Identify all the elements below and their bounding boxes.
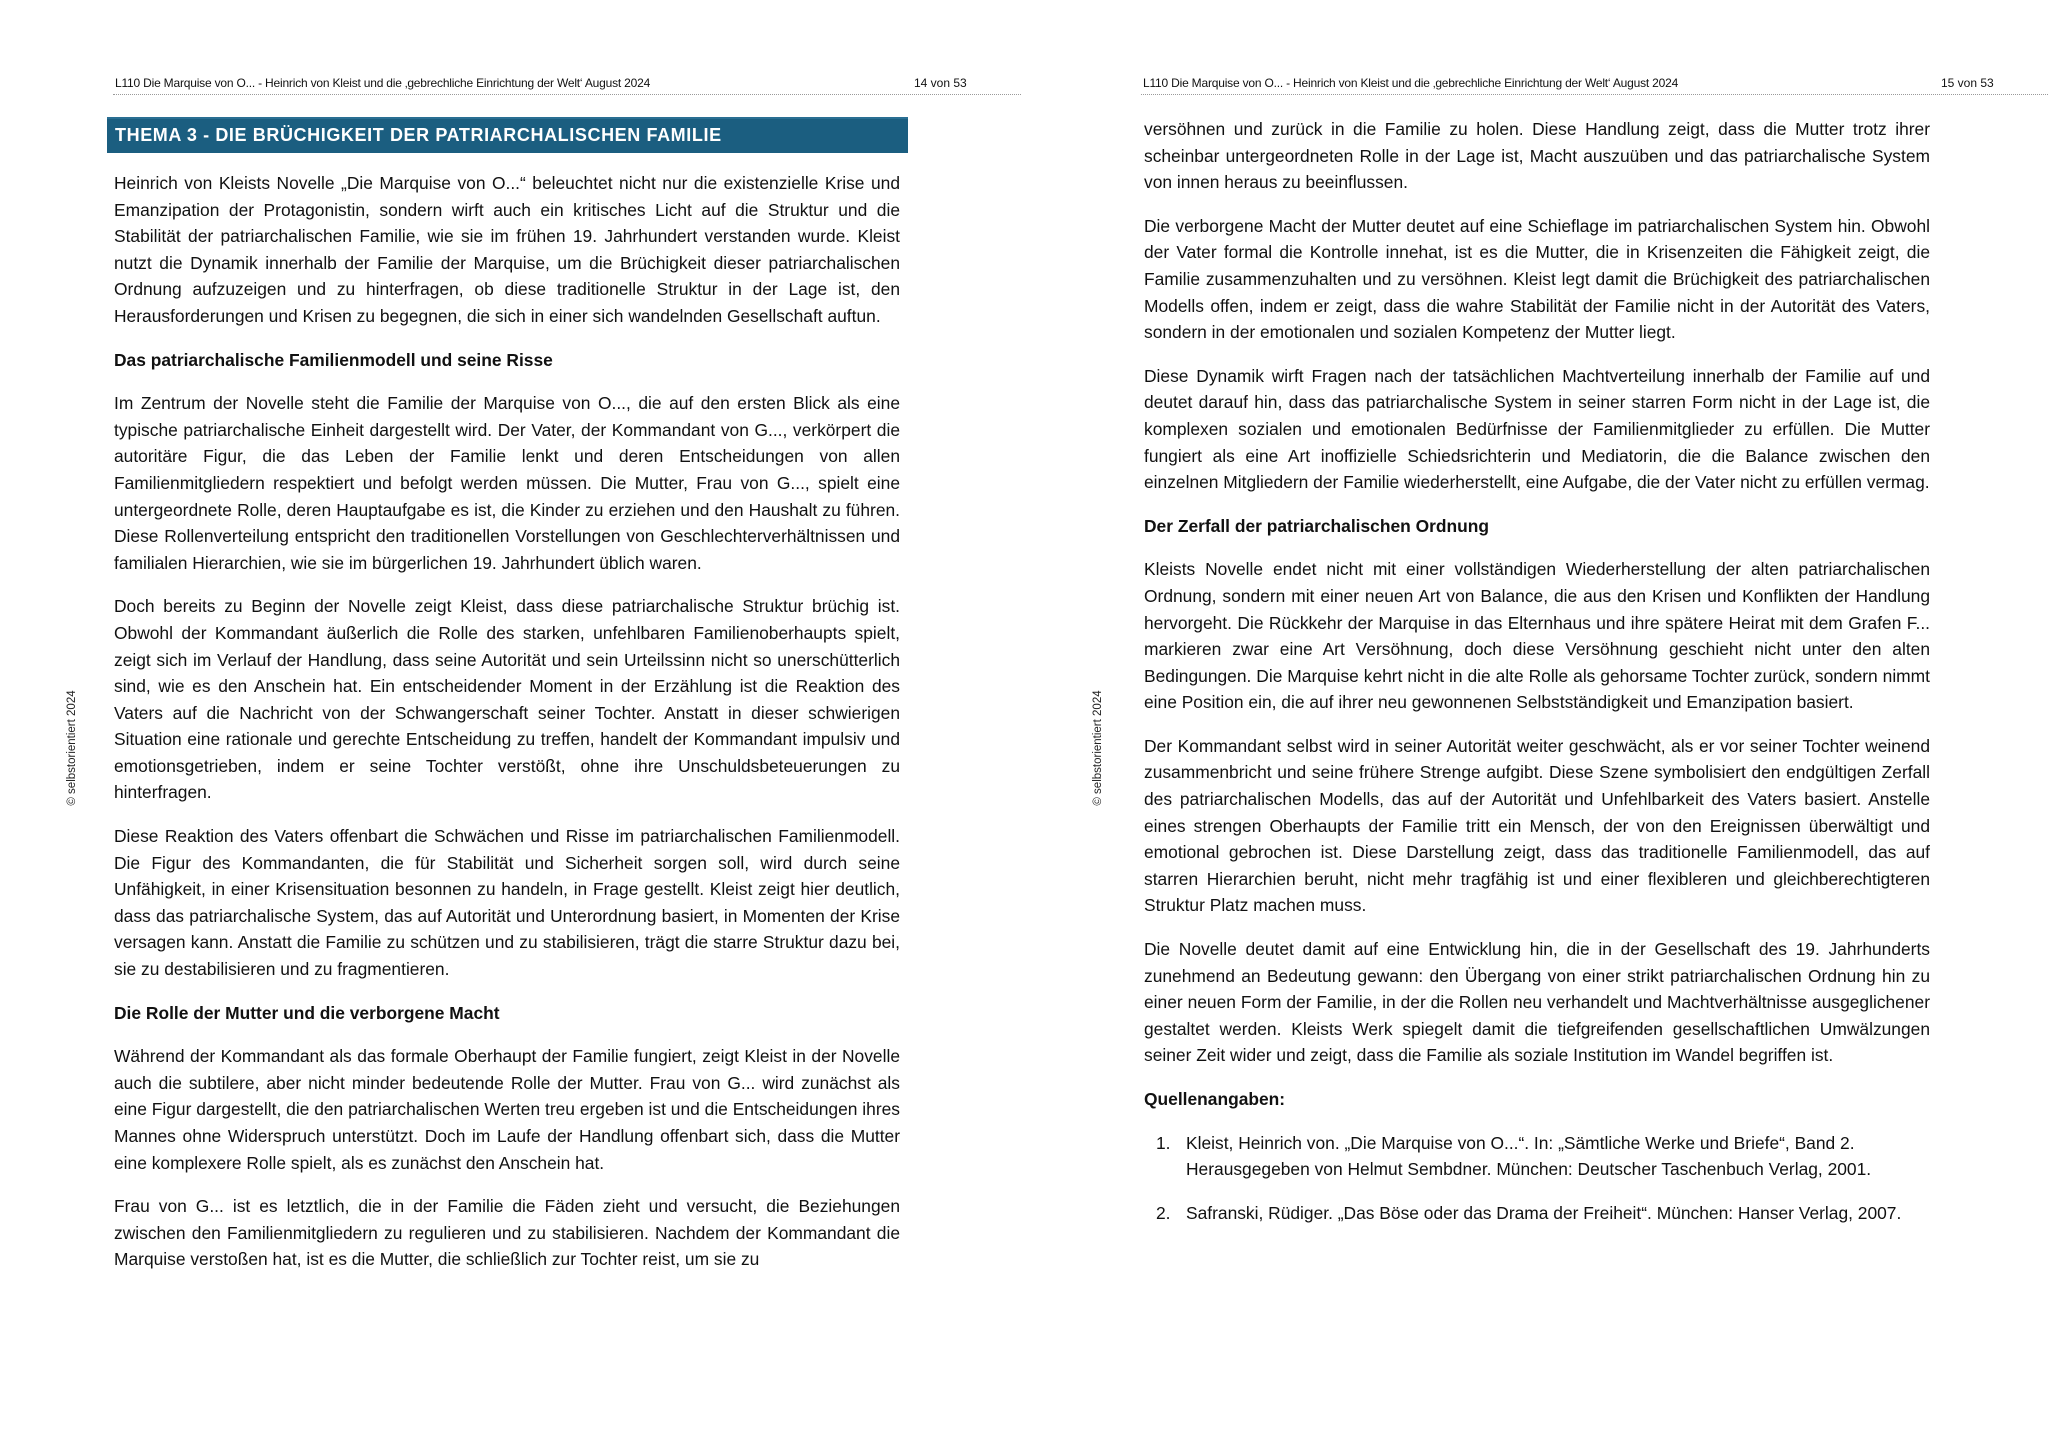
source-item <box>1144 1130 1930 1183</box>
paragraph: Die Novelle deutet damit auf eine Entwicklung hin, die in der Gesellschaft des 19. Jahrhunderts zunehmend an Bedeutung gewann: den Übergang von einer strikt patriarchalischen Ordnung hin zu einer neuen Form der Familie, in der die Rollen neu verhandelt und Machtverhältnisse ausgeglichener gestaltet werden. Kleists Werk spiegelt damit die tiefgreifenden gesellschaftlichen Umwälzungen seiner Zeit wider und zeigt, dass die Familie als soziale Institution im Wandel begriffen ist. <box>1144 939 1930 1066</box>
sources-heading: Quellenangaben: <box>1144 1089 1286 1109</box>
copyright-text: © selbstorientiert 2024 <box>1092 690 1104 806</box>
source-number: 1. <box>1156 1132 1171 1153</box>
running-header-title: L110 Die Marquise von O... - Heinrich von Kleist und die ‚gebrechliche Einrichtung der Welt‘ August 2024 <box>1143 76 1679 90</box>
page-15 <box>1024 0 2048 1448</box>
paragraph: Heinrich von Kleists Novelle „Die Marquise von O...“ beleuchtet nicht nur die existenzielle Krise und Emanzipation der Protagonistin, sondern wirft auch ein kritisches Licht auf die Struktur und die Stabilität der patriarchalischen Familie, wie sie im frühen 19. Jahrhundert verstanden wurde. Kleist nutzt die Dynamik innerhalb der Familie der Marquise, um die Brüchigkeit dieser patriarchalischen Ordnung aufzuzeigen und zu hinterfragen, ob diese traditionelle Struktur in der Lage ist, den Herausforderungen und Krisen zu begegnen, die sich in einer sich wandelnden Gesellschaft auftun. <box>114 173 900 326</box>
copyright-text: © selbstorientiert 2024 <box>66 690 78 806</box>
body-text <box>1144 116 1930 1243</box>
source-text: Safranski, Rüdiger. „Das Böse oder das Drama der Freiheit“. München: Hanser Verlag, 2007. <box>1186 1202 1902 1223</box>
paragraph: Doch bereits zu Beginn der Novelle zeigt Kleist, dass diese patriarchalische Struktur brüchig ist. Obwohl der Kommandant äußerlich die Rolle des starken, unfehlbaren Familienoberhaupts spielt, zeigt sich im Verlauf der Handlung, dass seine Autorität und sein Urteilssinn nicht so unerschütterlich sind, wie es den Anschein hat. Ein entscheidender Moment in der Erzählung ist die Reaktion des Vaters auf die Nachricht von der Schwangerschaft seiner Tochter. Anstatt in dieser schwierigen Situation eine rationale und gerechte Entscheidung zu treffen, handelt der Kommandant impulsiv und emotionsgetrieben, indem er seine Tochter verstößt, ohne ihre Unschuldsbeteuerungen zu hinterfragen. <box>114 596 900 803</box>
paragraph: Im Zentrum der Novelle steht die Familie der Marquise von O..., die auf den ersten Blick als eine typische patriarchalische Einheit dargestellt wird. Der Vater, der Kommandant von G..., verkörpert die autoritäre Figur, die das Leben der Familie lenkt und deren Entscheidungen von allen Familienmitgliedern respektiert und befolgt werden müssen. Die Mutter, Frau von G..., spielt eine untergeordnete Rolle, deren Hauptaufgabe es ist, die Kinder zu erziehen und den Haushalt zu führen. Diese Rollenverteilung entspricht den traditionellen Vorstellungen von Geschlechterverhältnissen und familialen Hierarchien, wie sie im bürgerlichen 19. Jahrhundert üblich waren. <box>114 393 900 573</box>
copyright-sidebar <box>65 678 79 818</box>
paragraph: Der Kommandant selbst wird in seiner Autorität weiter geschwächt, als er vor seiner Tochter weinend zusammenbricht und seine frühere Strenge aufgibt. Diese Szene symbolisiert den endgültigen Zerfall des patriarchalischen Modells, das auf der Autorität und Unfehlbarkeit des Vaters basiert. Anstelle eines strengen Oberhaupts der Familie tritt ein Mensch, der von den Ereignissen überwältigt und emotional gebrochen ist. Diese Darstellung zeigt, dass das traditionelle Familienmodell, das auf starren Hierarchien beruht, nicht mehr tragfähig ist und einer flexibleren und gleichberechtigteren Struktur Platz machen muss. <box>1144 735 1930 916</box>
subheading: Die Rolle der Mutter und die verborgene Macht <box>114 1002 500 1023</box>
paragraph: Frau von G... ist es letztlich, die in der Familie die Fäden zieht und versucht, die Beziehungen zwischen den Familienmitgliedern zu regulieren und zu stabilisieren. Nachdem der Kommandant die Marquise verstoßen hat, ist es die Mutter, die schließlich zur Tochter reist, um sie zu <box>114 1196 900 1270</box>
paragraph: Diese Reaktion des Vaters offenbart die Schwächen und Risse im patriarchalischen Familienmodell. Die Figur des Kommandanten, die für Stabilität und Sicherheit sorgen soll, wird durch seine Unfähigkeit, in einer Krisensituation besonnen zu handeln, in Frage gestellt. Kleist zeigt hier deutlich, dass das patriarchalische System, das auf Autorität und Unterordnung basiert, in Momenten der Krise versagen kann. Anstatt die Familie zu schützen und zu stabilisieren, trägt die starre Struktur dazu bei, sie zu destabilisieren und zu fragmentieren. <box>114 826 900 980</box>
running-header <box>1141 74 2048 95</box>
paragraph: Die verborgene Macht der Mutter deutet auf eine Schieflage im patriarchalischen System hin. Obwohl der Vater formal die Kontrolle innehat, ist es die Mutter, die in Krisenzeiten die Fähigkeit zeigt, die Familie zusammenzuhalten und zu versöhnen. Kleist legt damit die Brüchigkeit des patriarchalischen Modells offen, indem er zeigt, dass die wahre Stabilität der Familie nicht in der Autorität des Vaters, sondern in der emotionalen und sozialen Kompetenz der Mutter liegt. <box>1144 215 1930 343</box>
paragraph: versöhnen und zurück in die Familie zu holen. Diese Handlung zeigt, dass die Mutter trotz ihrer scheinbar untergeordneten Rolle in der Lage ist, Macht auszuüben und das patriarchalische System von innen heraus zu beeinflussen. <box>1144 119 1930 193</box>
sources-list <box>1144 1130 1930 1227</box>
source-item <box>1144 1200 1930 1227</box>
subheading: Das patriarchalische Familienmodell und seine Risse <box>114 349 553 370</box>
copyright-sidebar <box>1091 678 1105 818</box>
subheading: Der Zerfall der patriarchalischen Ordnung <box>1144 515 1490 536</box>
source-text: Kleist, Heinrich von. „Die Marquise von O...“. In: „Sämtliche Werke und Briefe“, Band 2. Herausgegeben von Helmut Sembdner. München: Deutscher Taschenbuch Verlag, 2001. <box>1186 1132 1872 1180</box>
page-number: 14 von 53 <box>914 76 967 90</box>
running-header-title: L110 Die Marquise von O... - Heinrich von Kleist und die ‚gebrechliche Einrichtung der Welt‘ August 2024 <box>115 76 651 90</box>
paragraph: Kleists Novelle endet nicht mit einer vollständigen Wiederherstellung der alten patriarchalischen Ordnung, sondern mit einer neuen Art von Balance, die aus den Krisen und Konflikten der Handlung hervorgeht. Die Rückkehr der Marquise in das Elternhaus und ihre spätere Heirat mit dem Grafen F... markieren zwar eine Art Versöhnung, doch diese Versöhnung geschieht nicht unter den alten Bedingungen. Die Marquise kehrt nicht in die alte Rolle als gehorsame Tochter zurück, sondern nimmt eine Position ein, die auf ihrer neu gewonnenen Selbstständigkeit und Emanzipation basiert. <box>1144 559 1930 713</box>
section-title: THEMA 3 - DIE BRÜCHIGKEIT DER PATRIARCHALISCHEN FAMILIE <box>115 125 722 145</box>
page-number: 15 von 53 <box>1941 76 1994 90</box>
section-banner <box>107 117 908 153</box>
paragraph: Während der Kommandant als das formale Oberhaupt der Familie fungiert, zeigt Kleist in der Novelle auch die subtilere, aber nicht minder bedeutende Rolle der Mutter. Frau von G... wird zunächst als eine Figur dargestellt, die den patriarchalischen Werten treu ergeben ist und die Entscheidungen ihres Mannes ohne Widerspruch unterstützt. Doch im Laufe der Handlung offenbart sich, dass die Mutter eine komplexere Rolle spielt, als es zunächst den Anschein hat. <box>114 1046 900 1173</box>
body-text <box>114 170 900 1290</box>
running-header <box>113 74 1021 95</box>
source-number: 2. <box>1156 1202 1171 1223</box>
paragraph: Diese Dynamik wirft Fragen nach der tatsächlichen Machtverteilung innerhalb der Familie auf und deutet darauf hin, dass das patriarchalische System in seiner starren Form nicht in der Lage ist, die komplexen sozialen und emotionalen Bedürfnisse der Familienmitglieder zu erfüllen. Die Mutter fungiert als eine Art inoffizielle Schiedsrichterin und Mediatorin, die die Balance zwischen den einzelnen Mitgliedern der Familie wiederherstellt, eine Aufgabe, die der Vater nicht zu erfüllen vermag. <box>1144 365 1930 493</box>
